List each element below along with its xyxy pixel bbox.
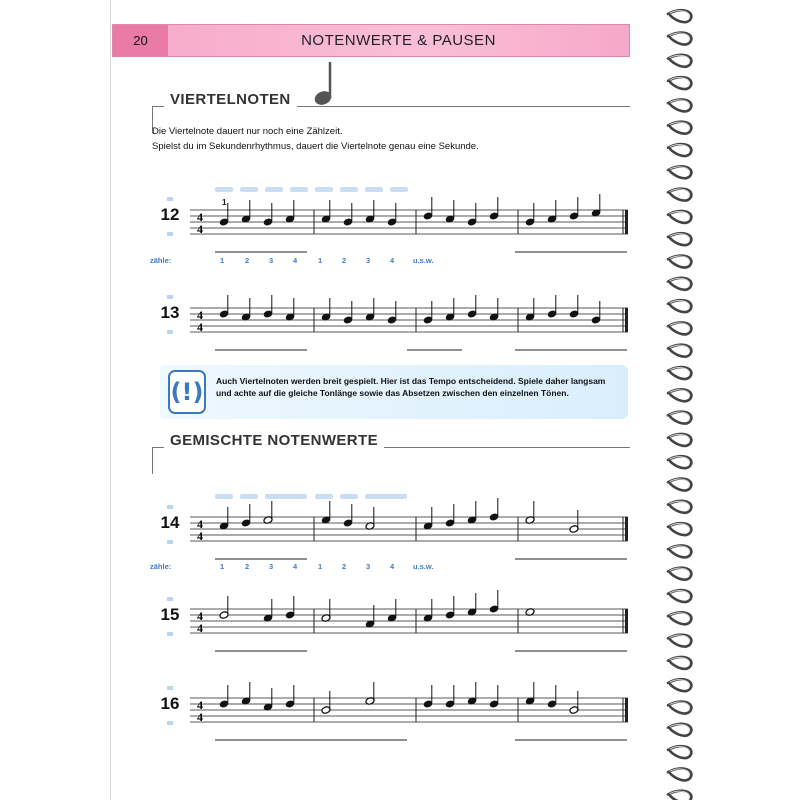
intro-line-1: Die Viertelnote dauert nur noch eine Zählzeit. xyxy=(152,126,343,137)
chapter-title: NOTENWERTE & PAUSEN xyxy=(301,32,496,49)
exercise-number-13: 13 xyxy=(152,303,188,323)
staff-exercise-15 xyxy=(190,604,630,664)
section-title: VIERTELNOTEN xyxy=(164,91,297,108)
time-signature-top: 4 xyxy=(197,517,203,531)
spiral-binding xyxy=(664,0,700,800)
exercise-number-12: 12 xyxy=(152,205,188,225)
staff-exercise-14 xyxy=(190,512,630,572)
exclamation-icon: (!) xyxy=(168,370,206,414)
time-signature-bottom: 4 xyxy=(197,222,203,236)
quarter-note-icon xyxy=(311,60,337,108)
time-signature-bottom: 4 xyxy=(197,320,203,334)
intro-paragraph xyxy=(152,124,479,154)
time-signature-top: 4 xyxy=(197,609,203,623)
staff-exercise-12 xyxy=(190,205,630,265)
tip-text: Auch Viertelnoten werden breit gespielt. Hier ist das Tempo entscheidend. Spiele daher langsam und achte auf die gleiche Tonlänge sowie das Absetzen zwischen den einzelnen Tönen. xyxy=(216,376,606,398)
staff-exercise-13 xyxy=(190,303,630,363)
finger-number: 1 xyxy=(222,198,227,207)
exercise-number-14: 14 xyxy=(152,513,188,533)
section-heading-mixed-values xyxy=(152,432,630,473)
time-signature-bottom: 4 xyxy=(197,529,203,543)
section-title: GEMISCHTE NOTENWERTE xyxy=(164,432,384,449)
chapter-header xyxy=(112,24,630,57)
time-signature-top: 4 xyxy=(197,698,203,712)
spiral-ring xyxy=(668,791,691,800)
count-label: zähle: xyxy=(150,562,172,571)
time-signature-bottom: 4 xyxy=(197,621,203,635)
intro-line-2: Spielst du im Sekundenrhythmus, dauert die Viertelnote genau eine Sekunde. xyxy=(152,141,479,152)
staff-exercise-16 xyxy=(190,693,630,753)
time-signature-bottom: 4 xyxy=(197,710,203,724)
count-label: zähle: xyxy=(150,256,172,265)
time-signature-top: 4 xyxy=(197,210,203,224)
page-number: 20 xyxy=(113,25,168,56)
time-signature-top: 4 xyxy=(197,308,203,322)
exercise-number-16: 16 xyxy=(152,694,188,714)
tip-box xyxy=(160,365,628,419)
exercise-number-15: 15 xyxy=(152,605,188,625)
